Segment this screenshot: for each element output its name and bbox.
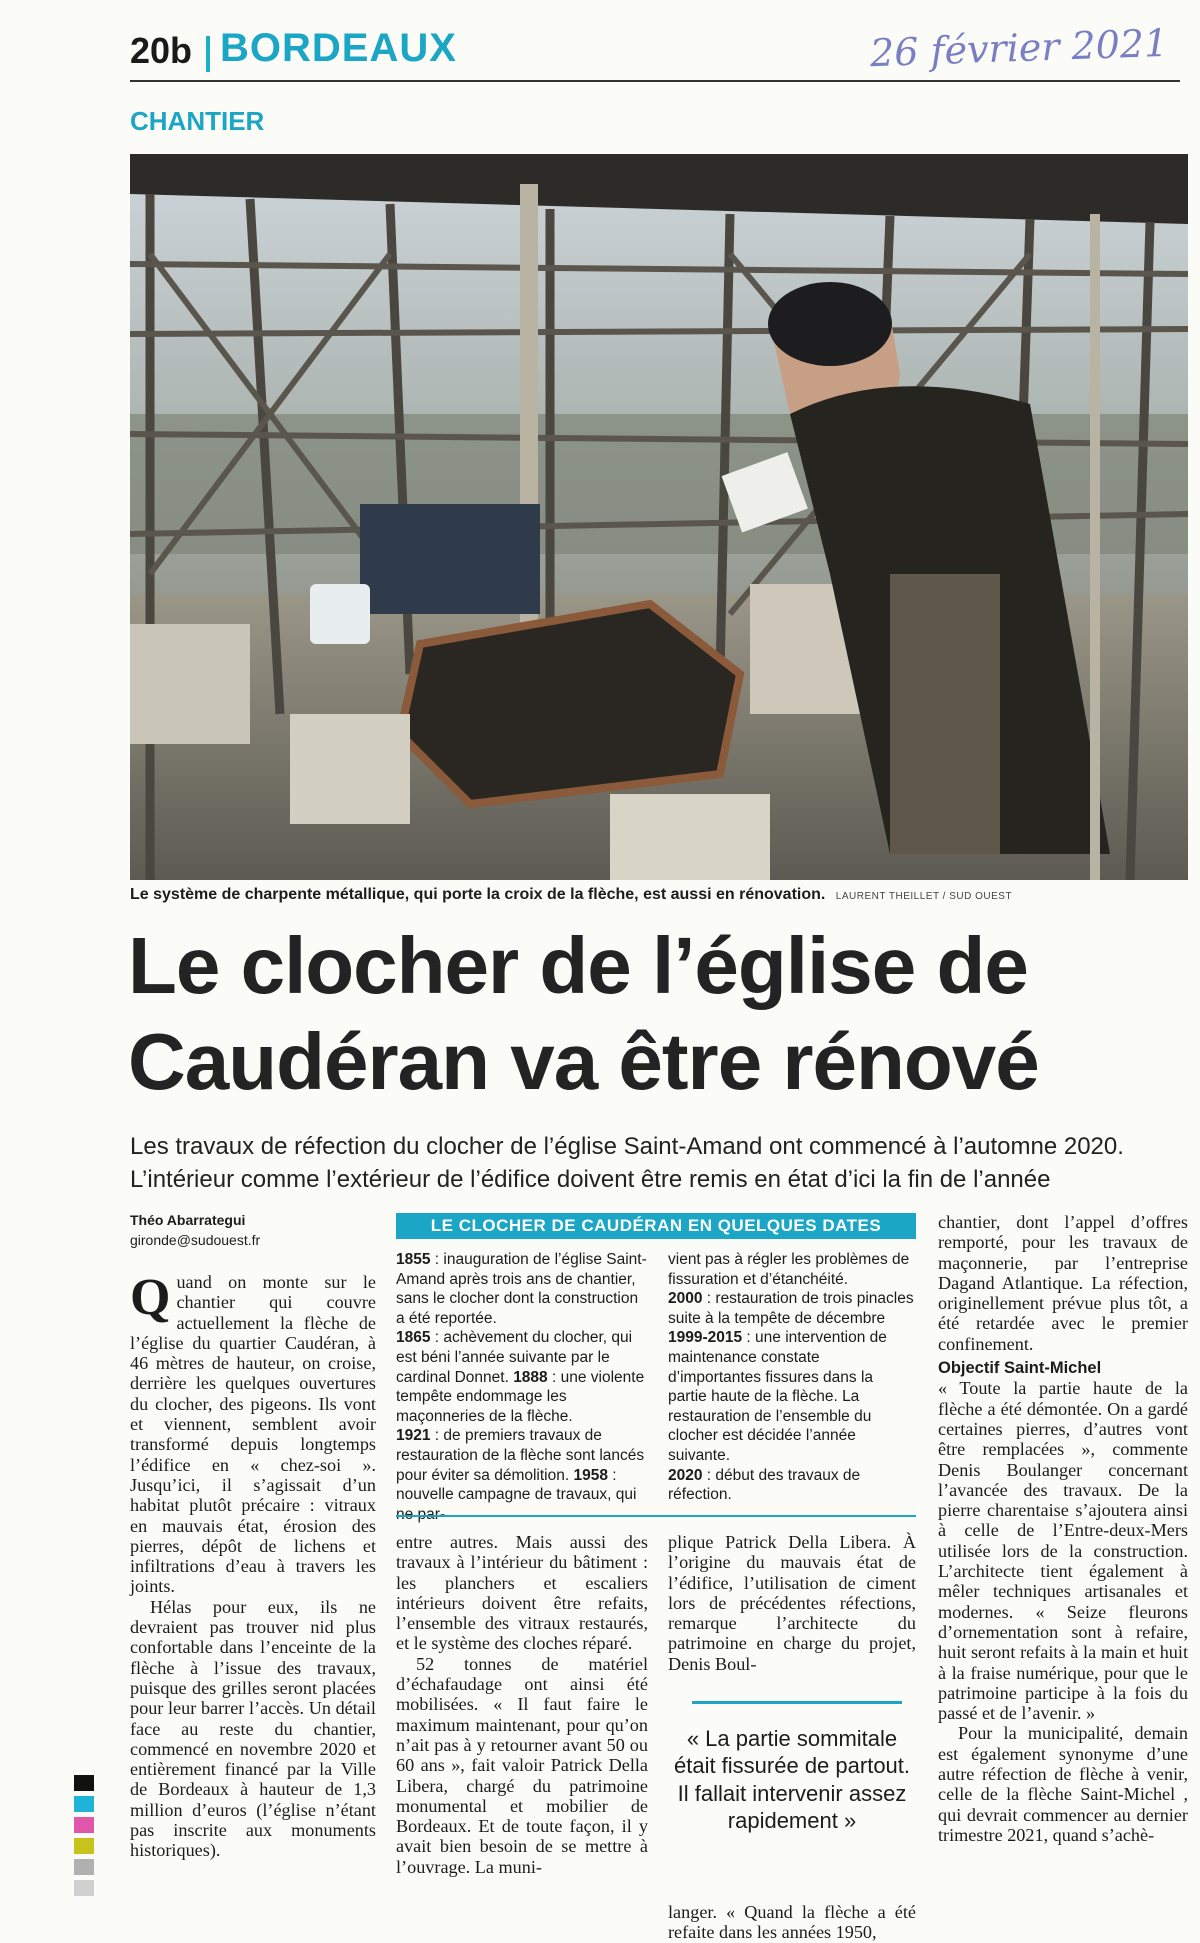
date-year: 2020 bbox=[668, 1466, 703, 1484]
date-text: : nouvelle campagne de travaux, qui bbox=[396, 1466, 637, 1504]
paragraph: plique Patrick Della Libera. À l’origine du mauvais état de l’édifice, l’utilisation de ciment lors de précédentes réfections, remarque l’architecte du patrimoine en charge du projet, Denis Boul- bbox=[668, 1532, 916, 1674]
paragraph bbox=[130, 1269, 376, 1597]
date-text: : une intervention de maintenance constate d’importantes fissures dans la partie haute de la flèche. La restauration de l’ensemble du clocher est décidée l’année suivante. bbox=[668, 1329, 887, 1464]
body-column-4 bbox=[938, 1212, 1188, 1845]
date-entry bbox=[668, 1250, 916, 1289]
standfirst-line-2: L’intérieur comme l’extérieur de l’édifice doivent être remis en état d’ici la fin de l’année bbox=[130, 1166, 1051, 1193]
rubric-label: CHANTIER bbox=[130, 106, 265, 136]
caption-text: Le système de charpente métallique, qui porte la croix de la flèche, est aussi en rénovation. bbox=[130, 886, 826, 903]
paragraph-text: uand on monte sur le chantier qui couvre actuellement la flèche de l’église du quartier Caudéran, à 46 mètres de hauteur, on croise, derrière les quelques ouvertures du clocher, des pigeons. Ils vont et viennent, semblent avoir transformé depuis longtemps l’édifice en « chez-soi ». Jusqu’ici, il s’agissait d’un habitat plutôt précaire : vitraux en mauvais état, érosion des pierres, dépôt de lichens et infiltrations d’eau à travers les joints. bbox=[130, 1272, 376, 1597]
photo-credit: LAURENT THEILLET / SUD OUEST bbox=[835, 891, 1013, 902]
body-column-2 bbox=[396, 1532, 648, 1877]
headline-line-2: Caudéran va être rénové bbox=[128, 1017, 1039, 1106]
date-year: 1888 bbox=[513, 1368, 548, 1386]
dates-box-column-2 bbox=[668, 1250, 916, 1505]
page-header bbox=[130, 20, 1180, 78]
date-text: vient pas à régler les problèmes de fissuration et d’étanchéité. bbox=[668, 1251, 910, 1288]
date-entry bbox=[396, 1328, 648, 1426]
date-entry bbox=[668, 1289, 916, 1328]
date-year: 1865 bbox=[396, 1329, 431, 1347]
drop-cap: Q bbox=[130, 1269, 171, 1326]
headline-line-1: Le clocher de l’église de bbox=[128, 921, 1028, 1010]
print-color-swatch bbox=[74, 1775, 94, 1791]
print-color-swatch bbox=[74, 1796, 94, 1812]
date-entry bbox=[668, 1466, 916, 1505]
standfirst bbox=[130, 1130, 1190, 1196]
body-column-3 bbox=[668, 1532, 916, 1674]
author-email: gironde@sudouest.fr bbox=[130, 1232, 261, 1248]
paragraph: Pour la municipalité, demain est également synonyme d’une autre réfection de flèche à venir, celle de la flèche Saint-Michel , qui devrait commencer au dernier trimestre 2021, quand s’achè- bbox=[938, 1723, 1188, 1845]
paragraph: langer. « Quand la flèche a été refaite dans les années 1950, bbox=[668, 1902, 916, 1943]
date-text: : début des travaux de réfection. bbox=[668, 1466, 861, 1504]
body-column-3-continued bbox=[668, 1902, 916, 1943]
date-text: : de premiers travaux de restauration de la flèche sont lancés pour éviter sa démolition. bbox=[396, 1427, 645, 1484]
paragraph: Hélas pour eux, ils ne devraient pas trouver nid plus confortable dans l’enceinte de la flèche à l’issue des travaux, puisque des grilles seront placées pour leur barrer l’accès. Un détail face au reste du chantier, commencé en novembre 2020 et entièrement financé par la Ville de Bordeaux à hauteur de 1,3 million d’euros (l’église n’étant pas inscrite aux monuments historiques). bbox=[130, 1596, 376, 1861]
standfirst-line-1: Les travaux de réfection du clocher de l’église Saint-Amand ont commencé à l’automne 2020. bbox=[130, 1133, 1124, 1160]
date-text: : achèvement du clocher, qui est béni l’année suivante par le cardinal Donnet. bbox=[396, 1329, 633, 1386]
pull-quote: « La partie sommitale était fissurée de partout. Il fallait intervenir assez rapidement » bbox=[673, 1726, 911, 1833]
pull-quote-rule bbox=[692, 1701, 902, 1704]
date-year: 1921 bbox=[396, 1427, 431, 1445]
date-entry bbox=[668, 1328, 916, 1465]
print-color-swatch bbox=[74, 1880, 94, 1896]
author-name: Théo Abarrategui bbox=[130, 1212, 246, 1228]
date-text: : restauration de trois pinacles suite à la tempête de décembre bbox=[668, 1290, 914, 1327]
print-color-swatch bbox=[74, 1838, 94, 1854]
date-year: 1999-2015 bbox=[668, 1329, 743, 1347]
paragraph: chantier, dont l’appel d’offres remporté, pour les travaux de maçonnerie, par l’entreprise Dagand Atlantique. La réfection, originellement prévue plus tôt, a été retardée avec le premier confinement. bbox=[938, 1212, 1188, 1354]
subheading: Objectif Saint-Michel bbox=[938, 1359, 1102, 1378]
date-year: 2000 bbox=[668, 1290, 703, 1308]
date-entry bbox=[396, 1426, 648, 1524]
header-divider bbox=[206, 36, 210, 72]
handwritten-date: 26 février 2021 bbox=[869, 20, 1169, 76]
page-number: 20b bbox=[130, 30, 193, 71]
dates-box-column-1 bbox=[396, 1250, 648, 1524]
header-rule bbox=[130, 80, 1180, 82]
paragraph: 52 tonnes de matériel d’échafaudage ont ainsi été mobilisées. « Il faut faire le maximum maintenant, pour qu’on n’ait pas à y retourner avant 50 ou 60 ans », fait valoir Patrick Della Libera, chargé du patrimoine monumental et mobilier de Bordeaux. Et de toute façon, il y avait bien besoin de se mettre à l’ouvrage. La muni- bbox=[396, 1653, 648, 1877]
section-title: BORDEAUX bbox=[220, 26, 457, 70]
print-color-bar bbox=[74, 1775, 94, 1925]
paragraph: entre autres. Mais aussi des travaux à l’intérieur du bâtiment : les planchers et escaliers intérieurs doivent être refaits, l’ensemble des vitraux restaurés, et le système des cloches réparé. bbox=[396, 1532, 648, 1654]
photo-caption bbox=[130, 886, 1188, 904]
print-color-swatch bbox=[74, 1817, 94, 1833]
print-color-swatch bbox=[74, 1859, 94, 1875]
dates-box-bottom-rule bbox=[396, 1515, 916, 1517]
article-photo bbox=[130, 154, 1188, 880]
date-year: 1855 bbox=[396, 1251, 431, 1268]
date-year: 1958 bbox=[573, 1466, 608, 1484]
headline bbox=[128, 918, 1188, 1110]
paragraph: « Toute la partie haute de la flèche a été démontée. On a gardé certaines pierres, d’autres vont être remplacées », commente Denis Boulanger concernant l’avancée des travaux. De la pierre charentaise s’ajoutera ainsi à celle de l’Entre-deux-Mers utilisée lors de la construction. L’architecte tient également à mêler techniques artisanales et modernes. « Seize fleurons d’ornementation sont à refaire, huit seront refaits à la main et huit à la fraise numérique, pour que le patrimoine participe à la fois du passé et de l’avenir. » bbox=[938, 1378, 1188, 1724]
dates-box-title: LE CLOCHER DE CAUDÉRAN EN QUELQUES DATES bbox=[396, 1213, 916, 1239]
body-column-1 bbox=[130, 1269, 376, 1861]
date-entry bbox=[396, 1250, 648, 1328]
date-text: : inauguration de l’église Saint-Amand après trois ans de chantier, sans le clocher dont la construction a été reportée. bbox=[396, 1251, 647, 1327]
date-text: : une violente tempête endommage les maçonneries de la flèche. bbox=[396, 1368, 645, 1425]
